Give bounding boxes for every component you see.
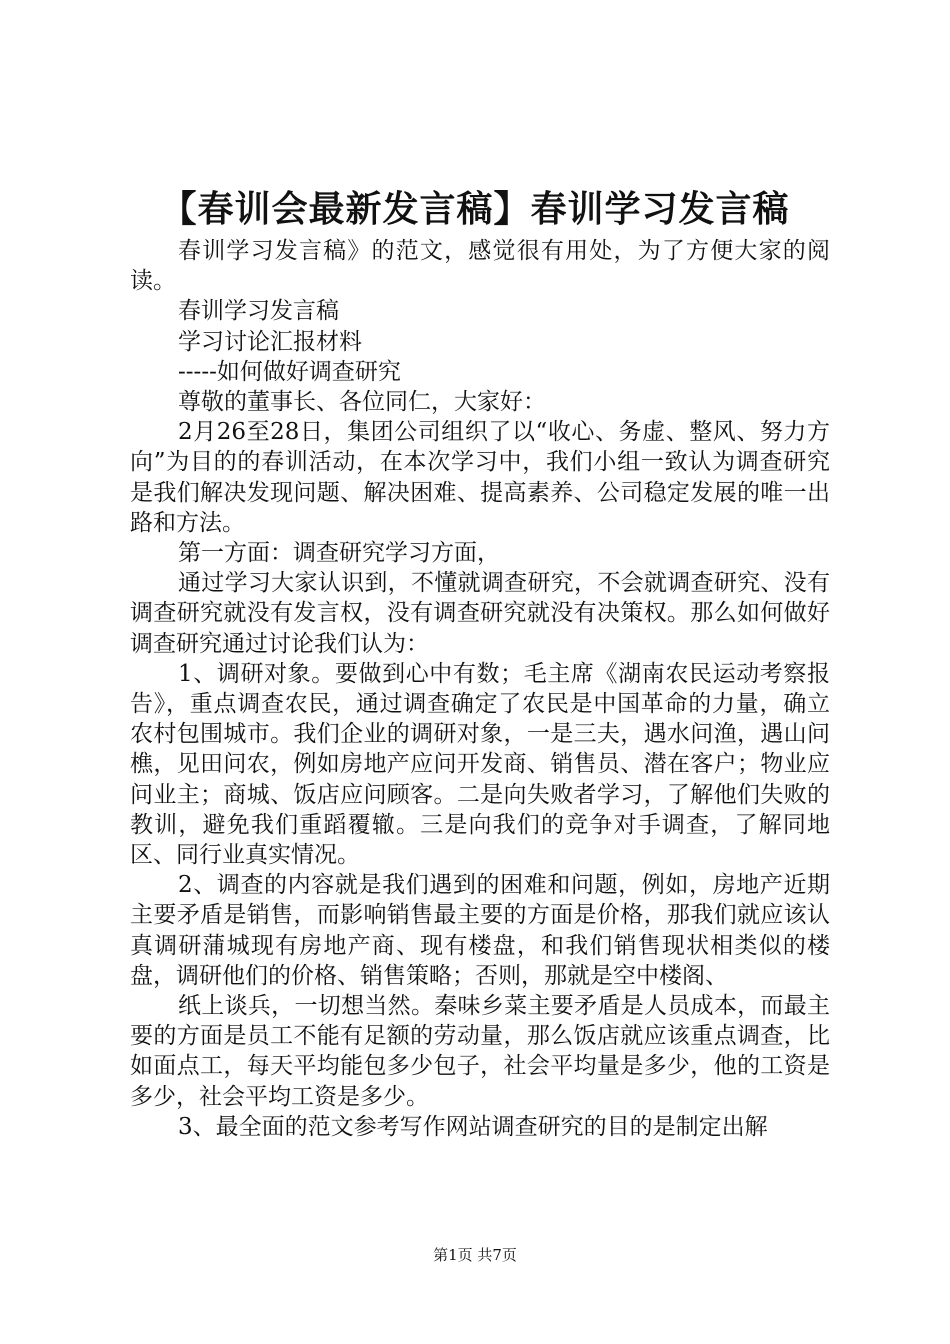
- paragraph-intro: 春训学习发言稿》的范文，感觉很有用处，为了方便大家的阅读。: [130, 238, 830, 295]
- paragraph-learning: 通过学习大家认识到，不懂就调查研究，不会就调查研究、没有调查研究就没有发言权，没有调查研究就没有决策权。那么如何做好调查研究通过讨论我们认为：: [130, 570, 830, 657]
- paragraph-continuation: 纸上谈兵，一切想当然。秦味乡菜主要矛盾是人员成本，而最主要的方面是员工不能有足额的劳动量，那么饭店就应该重点调查，比如面点工，每天平均能包多少包子，社会平均量是多少，他的工资是多少，社会平均工资是多少。: [130, 993, 830, 1110]
- document-title: 【春训会最新发言稿】春训学习发言稿: [160, 189, 790, 230]
- paragraph-section-one: 第一方面：调查研究学习方面，: [178, 540, 500, 567]
- paragraph-subtitle: -----如何做好调查研究: [178, 358, 401, 385]
- document-body: [130, 236, 830, 1142]
- paragraph-subheading: 学习讨论汇报材料: [178, 328, 362, 355]
- paragraph-heading: 春训学习发言稿: [178, 298, 339, 325]
- paragraph-salutation: 尊敬的董事长、各位同仁，大家好：: [178, 389, 546, 416]
- paragraph-point-two: 2、调查的内容就是我们遇到的困难和问题，例如，房地产近期主要矛盾是销售，而影响销售最主要的方面是价格，那我们就应该认真调研蒲城现有房地产商、现有楼盘，和我们销售现状相类似的楼盘，调研他们的价格、销售策略；否则，那就是空中楼阁、: [130, 872, 830, 989]
- page-number-footer: 第1页 共7页: [433, 1246, 517, 1264]
- paragraph-background: 2月26至28日，集团公司组织了以“收心、务虚、整风、努力方向”为目的的春训活动，在本次学习中，我们小组一致认为调查研究是我们解决发现问题、解决困难、提高素养、公司稳定发展的唯一出路和方法。: [130, 419, 830, 536]
- paragraph-point-one: 1、调研对象。要做到心中有数；毛主席《湖南农民运动考察报告》，重点调查农民，通过调查确定了农民是中国革命的力量，确立农村包围城市。我们企业的调研对象，一是三夫，遇水问渔，遇山问樵，见田问农，例如房地产应问开发商、销售员、潜在客户；物业应问业主；商城、饭店应问顾客。二是向失败者学习，了解他们失败的教训，避免我们重蹈覆辙。三是向我们的竞争对手调查，了解同地区、同行业真实情况。: [130, 660, 830, 869]
- paragraph-point-three: 3、最全面的范文参考写作网站调查研究的目的是制定出解: [178, 1113, 768, 1140]
